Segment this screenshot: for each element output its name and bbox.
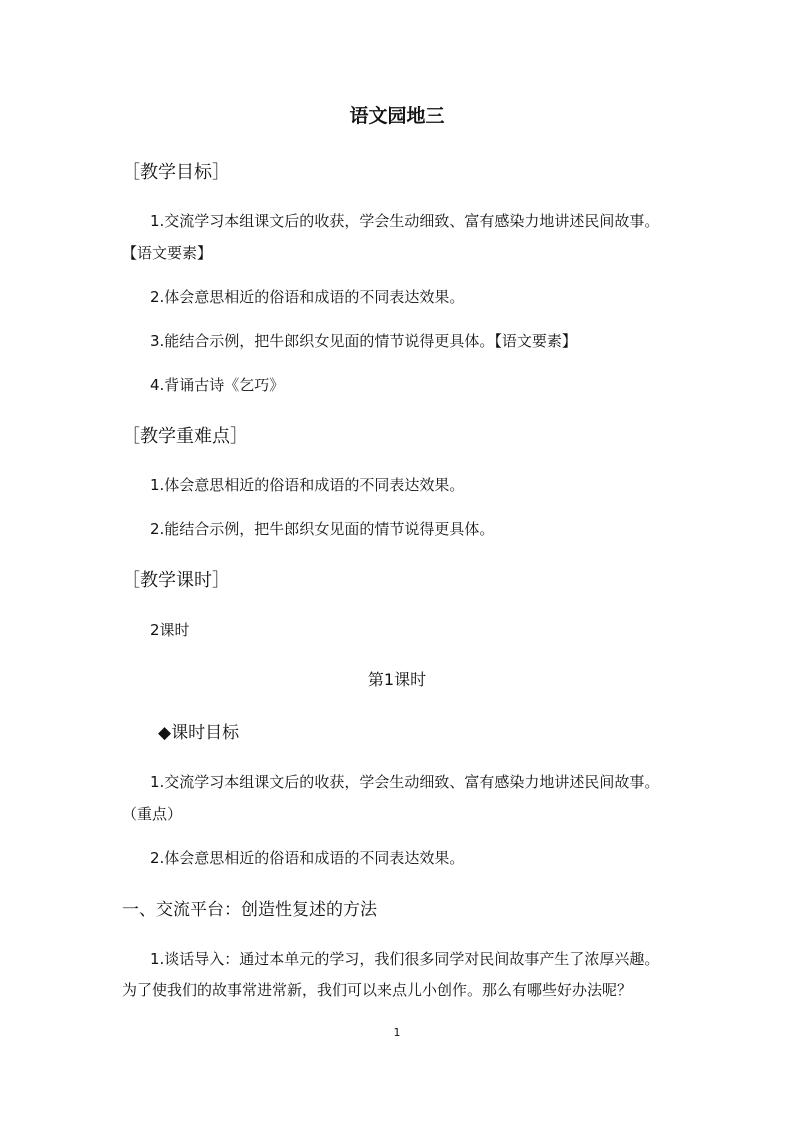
goal-item-4: 4.背诵古诗《乞巧》 [150,376,285,394]
goal-item-3: 3.能结合示例，把牛郎织女见面的情节说得更具体。【语文要素】 [150,332,577,350]
objective-item-2: 2.体会意思相近的俗语和成语的不同表达效果。 [150,849,465,867]
heading-teaching-goals: ［教学目标］ [122,162,230,183]
heading-class-hours: ［教学课时］ [122,570,230,591]
keypoint-item-1: 1.体会意思相近的俗语和成语的不同表达效果。 [150,476,465,494]
paragraph-line-1: 1.谈话导入：通过本单元的学习，我们很多同学对民间故事产生了浓厚兴趣。 [150,950,660,968]
objective-item-1: 1.交流学习本组课文后的收获，学会生动细致、富有感染力地讲述民间故事。 [150,773,660,791]
goal-item-2: 2.体会意思相近的俗语和成语的不同表达效果。 [150,288,465,306]
page-title: 语文园地三 [349,105,445,127]
keypoint-item-2: 2.能结合示例，把牛郎织女见面的情节说得更具体。 [150,520,495,538]
lesson-objectives-heading: ◆课时目标 [158,723,240,743]
lesson-title: 第1课时 [367,670,427,689]
heading-key-points: ［教学重难点］ [122,426,248,447]
page-number: 1 [393,1026,401,1039]
goal-item-1: 1.交流学习本组课文后的收获，学会生动细致、富有感染力地讲述民间故事。 [150,212,660,230]
goal-item-1-continuation: 【语文要素】 [122,244,213,262]
section-heading-exchange-platform: 一、交流平台：创造性复述的方法 [122,900,377,920]
objective-item-1-continuation: （重点） [122,805,183,823]
class-hours-value: 2课时 [150,621,190,639]
paragraph-line-2: 为了使我们的故事常进常新，我们可以来点儿小创作。那么有哪些好办法呢？ [122,981,633,999]
